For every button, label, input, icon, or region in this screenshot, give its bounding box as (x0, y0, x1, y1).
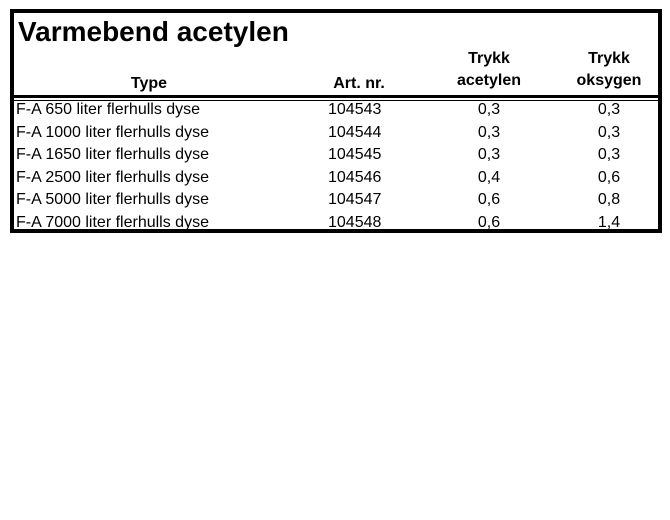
table-row (14, 167, 658, 190)
cell-trykk-acetylen: 0,4 (477, 168, 501, 186)
cell-trykk-oksygen: 0,3 (597, 123, 621, 141)
cell-trykk-acetylen: 0,6 (477, 213, 501, 231)
cell-trykk-acetylen: 0,3 (477, 146, 501, 163)
table-row (14, 122, 658, 145)
cell-art-nr: 104544 (328, 123, 382, 141)
cell-trykk-acetylen: 0,3 (477, 101, 501, 118)
table-row (14, 189, 658, 212)
table-body (14, 99, 658, 234)
cell-trykk-acetylen: 0,3 (477, 123, 501, 141)
column-header-type: Type (130, 75, 168, 92)
cell-trykk-oksygen: 0,3 (597, 146, 621, 163)
cell-trykk-acetylen: 0,6 (477, 191, 501, 208)
cell-art-nr: 104548 (328, 213, 382, 231)
column-header-trykk-oksygen-line1: Trykk (588, 50, 630, 67)
column-header-art-nr: Art. nr. (333, 75, 385, 92)
cell-trykk-oksygen: 0,6 (597, 168, 621, 186)
cell-type: F-A 1650 liter flerhulls dyse (16, 146, 209, 163)
cell-trykk-oksygen: 0,3 (597, 101, 621, 118)
header-divider-thick (14, 95, 658, 98)
cell-art-nr: 104545 (328, 146, 382, 163)
cell-art-nr: 104543 (328, 101, 382, 118)
cell-type: F-A 650 liter flerhulls dyse (16, 101, 201, 118)
column-header-trykk-acetylen (434, 48, 544, 92)
cell-art-nr: 104546 (328, 168, 382, 186)
column-header-trykk-acetylen-line1: Trykk (468, 50, 510, 67)
cell-type: F-A 7000 liter flerhulls dyse (16, 213, 209, 231)
cell-type: F-A 1000 liter flerhulls dyse (16, 123, 209, 141)
table-row (14, 144, 658, 167)
cell-art-nr: 104547 (328, 191, 382, 208)
cell-type: F-A 5000 liter flerhulls dyse (16, 191, 209, 208)
cell-type: F-A 2500 liter flerhulls dyse (16, 168, 209, 186)
cell-trykk-oksygen: 1,4 (597, 213, 621, 231)
cell-trykk-oksygen: 0,8 (597, 191, 621, 208)
column-header-trykk-oksygen-line2: oksygen (576, 72, 642, 89)
table-frame (10, 9, 662, 233)
table-row (14, 212, 658, 235)
table-title: Varmebend acetylen (18, 16, 289, 47)
column-header-trykk-oksygen (559, 48, 659, 92)
table-row (14, 99, 658, 122)
column-header-trykk-acetylen-line2: acetylen (456, 72, 522, 89)
